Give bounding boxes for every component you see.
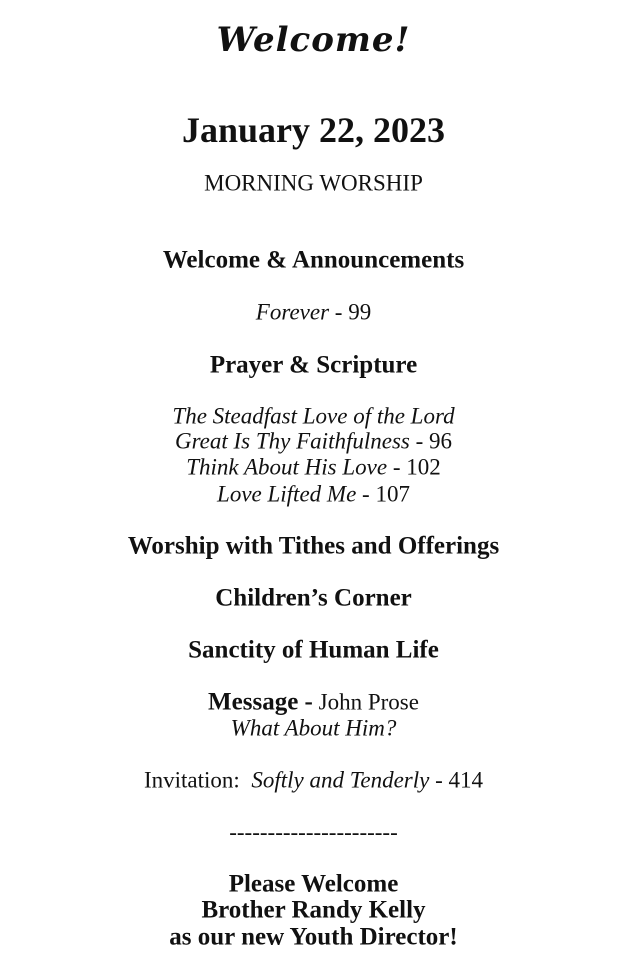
divider: ----------------------	[229, 819, 398, 845]
song-number: - 102	[387, 454, 441, 480]
song-title: Great Is Thy Faithfulness	[174, 428, 410, 454]
song-title: The Steadfast Love of the Lord	[172, 403, 455, 429]
item-sanctity: Sanctity of Human Life	[188, 636, 439, 664]
song-title: Softly and Tenderly	[251, 767, 430, 793]
announcement-line-2: Brother Randy Kelly	[201, 896, 426, 924]
song-title: Love Lifted Me	[217, 481, 357, 507]
song-love-lifted	[0, 483, 627, 506]
song-faithfulness	[0, 430, 627, 453]
item-message	[0, 690, 627, 715]
song-number: - 99	[329, 299, 372, 325]
item-children: Children’s Corner	[215, 584, 412, 612]
announcement-line-3: as our new Youth Director!	[169, 923, 458, 951]
song-number: - 414	[429, 767, 484, 793]
song-title: Forever	[255, 299, 330, 325]
item-prayer: Prayer & Scripture	[209, 351, 418, 379]
message-label: Message -	[208, 688, 313, 716]
item-worship: Worship with Tithes and Offerings	[127, 532, 500, 560]
announcement-line-1: Please Welcome	[228, 870, 399, 898]
message-title: What About Him?	[230, 715, 397, 741]
song-number: - 107	[356, 481, 410, 507]
song-steadfast	[0, 405, 627, 428]
song-number: - 96	[409, 428, 453, 454]
invitation-label: Invitation:	[143, 767, 252, 793]
service-date: January 22, 2023	[181, 110, 446, 150]
song-forever	[0, 301, 627, 324]
message-speaker: John Prose	[312, 689, 419, 715]
service-name: MORNING WORSHIP	[204, 170, 423, 196]
song-title: Think About His Love	[186, 454, 388, 480]
page-title: Welcome!	[216, 20, 411, 60]
item-invitation	[0, 769, 627, 792]
item-welcome: Welcome & Announcements	[162, 246, 465, 274]
song-think-about	[0, 456, 627, 479]
